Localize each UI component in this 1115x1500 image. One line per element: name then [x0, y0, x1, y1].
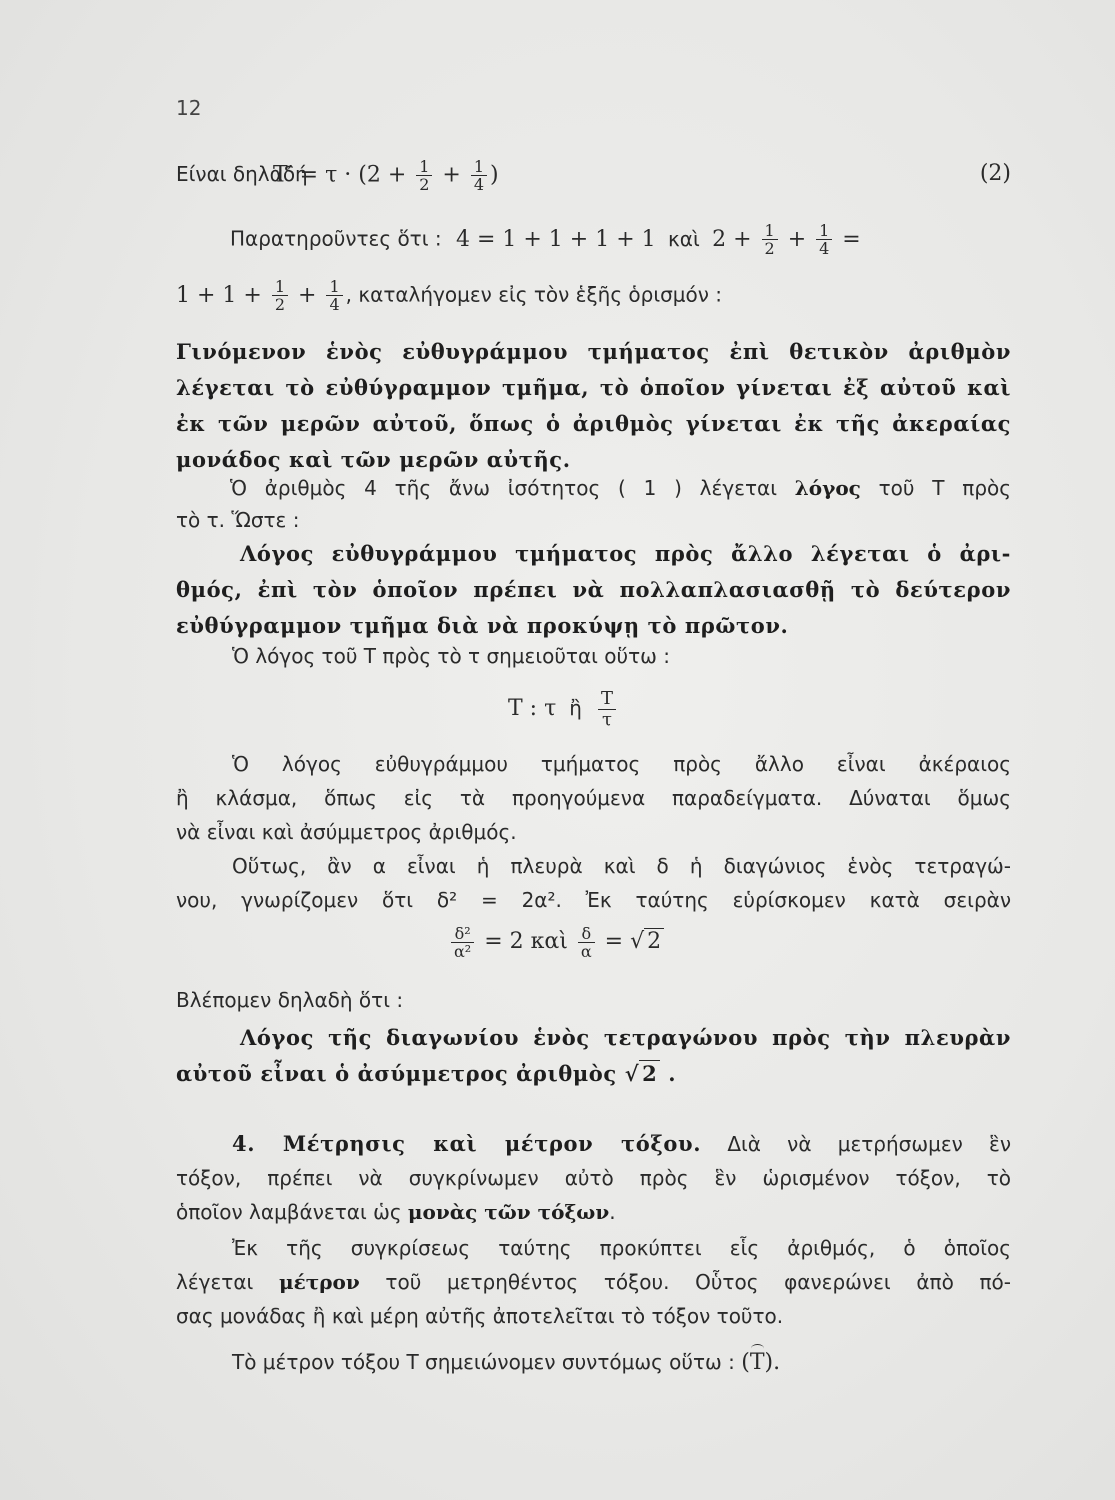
paragraph-irrational: ἢ κλάσμα, ὅπως εἰς τὰ προηγούμενα παραδείγματα. Δύναται ὅμως [176, 786, 1011, 810]
paragraph-diagonal: νου, γνωρίζομεν ὅτι δ² = 2α². Ἐκ ταύτης εὑρίσκομεν κατὰ σειρὰν [176, 888, 1011, 912]
paragraph-ratio-intro-line2: τὸ τ. Ὥστε : [176, 508, 300, 532]
fraction: $\frac{1}{4}$ [471, 158, 487, 193]
definition-product-line: λέγεται τὸ εὐθύγραμμον τμῆμα, τὸ ὁποῖον γίνεται ἐξ αὐτοῦ καὶ [176, 375, 1011, 400]
line-equation-2 [176, 157, 1011, 194]
definition-ratio-line: θμός, ἐπὶ τὸν ὁποῖον πρέπει νὰ πολλαπλασιασθῇ τὸ δεύτερον [176, 577, 1011, 602]
definition-product-line: Γινόμενον ἑνὸς εὐθυγράμμου τμήματος ἐπὶ θετικὸν ἀριθμὸν [176, 339, 1011, 364]
formula-2: T′ = τ · (2 + $\frac{1}{2}$ + $\frac{1}{4}$ ) [273, 157, 499, 194]
paragraph-ratio-intro: Ὁ ἀριθμὸς 4 τῆς ἄνω ἰσότητος ( 1 ) λέγεται λόγος τοῦ Τ πρὸς [230, 476, 1011, 500]
line-conclusion: 1 + 1 + $\frac{1}{2}$ + $\frac{1}{4}$ , καταλήγομεν εἰς τὸν ἑξῆς ὁρισμόν : [176, 277, 723, 314]
section-4-text: τόξον, πρέπει νὰ συγκρίνωμεν αὐτὸ πρὸς ἓν ὡρισμένον τόξον, τὸ [176, 1166, 1011, 1190]
equation-number: (2) [979, 161, 1011, 186]
definition-diagonal-ratio-line2: αὐτοῦ εἶναι ὁ ἀσύμμετρος ἀριθμὸς √ 2 . [176, 1061, 677, 1086]
fraction: $\frac{1}{2}$ [416, 158, 432, 193]
paragraph-we-see: Βλέπομεν δηλαδὴ ὅτι : [176, 988, 404, 1012]
paragraph-measure: σας μονάδας ἢ καὶ μέρη αὐτῆς ἀποτελεῖται τὸ τόξον τοῦτο. [176, 1304, 784, 1328]
definition-ratio-line: Λόγος εὐθυγράμμου τμήματος πρὸς ἄλλο λέγεται ὁ ἀρι- [240, 541, 1011, 566]
paragraph-irrational: νὰ εἶναι καὶ ἀσύμμετρος ἀριθμός. [176, 820, 517, 844]
square-root: √ 2 [630, 928, 664, 954]
arc-symbol: Τ [750, 1347, 765, 1379]
formula-sum: 2 + $\frac{1}{2}$ + $\frac{1}{4}$ = [712, 221, 861, 258]
definition-product-line: μονάδος καὶ τῶν μερῶν αὐτῆς. [176, 447, 571, 472]
paragraph-measure: Ἐκ τῆς συγκρίσεως ταύτης προκύπτει εἷς ἀριθμός, ὁ ὁποῖος [232, 1236, 1011, 1260]
ratio-notation: Τ : τ ἢ $\frac{T}{\tau}$ [508, 688, 619, 730]
intro-text: Είναι δηλαδή [176, 162, 308, 186]
definition-diagonal-ratio: Λόγος τῆς διαγωνίου ἑνὸς τετραγώνου πρὸς τὴν πλευρὰν [240, 1025, 1011, 1050]
page-number: 12 [176, 96, 202, 120]
line-observation: Παρατηροῦντες ὅτι : 4 = 1 + 1 + 1 + 1 καὶ 2 + $\frac{1}{2}$ + $\frac{1}{4}$ = [230, 221, 861, 258]
square-root: √ 2 [625, 1060, 661, 1086]
paragraph-irrational: Ὁ λόγος εὐθυγράμμου τμήματος πρὸς ἄλλο εἶναι ἀκέραιος [232, 752, 1011, 776]
paragraph-diagonal: Οὕτως, ἂν α εἶναι ἡ πλευρὰ καὶ δ ἡ διαγώνιος ἑνὸς τετραγώ- [232, 854, 1011, 878]
section-heading: 4. Μέτρησις καὶ μέτρον τόξου. [232, 1131, 702, 1156]
paragraph-notation: Ὁ λόγος τοῦ Τ πρὸς τὸ τ σημειοῦται οὕτω : [232, 644, 670, 668]
definition-ratio-line: εὐθύγραμμον τμῆμα διὰ νὰ προκύψῃ τὸ πρῶτον. [176, 613, 789, 638]
section-4-text: ὁποῖον λαμβάνεται ὡς μονὰς τῶν τόξων. [176, 1200, 616, 1224]
paragraph-arc-notation: Τὸ μέτρον τόξου Τ σημειώνομεν συντόμως οὕτω : (Τ). [232, 1346, 1011, 1379]
section-4-heading-line: 4. Μέτρησις καὶ μέτρον τόξου. Διὰ νὰ μετρήσωμεν ἓν [232, 1131, 1011, 1156]
definition-product-line: ἐκ τῶν μερῶν αὐτοῦ, ὅπως ὁ ἀριθμὸς γίνεται ἐκ τῆς ἀκεραίας [176, 411, 1011, 436]
paragraph-measure: λέγεται μέτρον τοῦ μετρηθέντος τόξου. Οὗτος φανερώνει ἀπὸ πό- [176, 1270, 1011, 1294]
diagonal-equation: $\frac{\text{δ²}}{\text{α²}}$ = 2 καὶ $\frac{\delta}{\alpha}$ = √ 2 [448, 922, 664, 962]
